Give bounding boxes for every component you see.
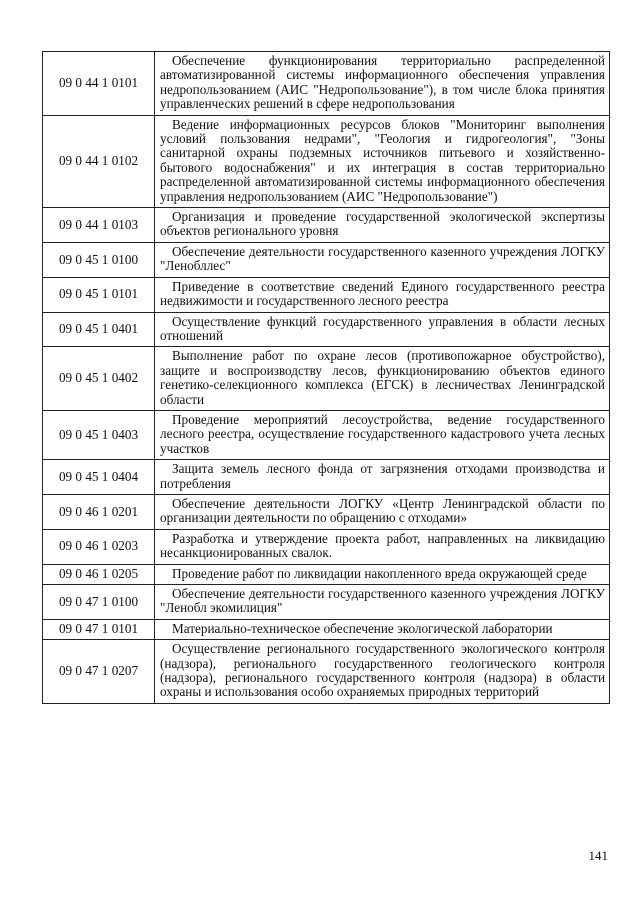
table-row bbox=[43, 52, 610, 116]
budget-code-cell: 09 0 47 1 0100 bbox=[43, 585, 155, 620]
description-cell: Защита земель лесного фонда от загрязнения отходами производства и потребления bbox=[155, 460, 610, 495]
budget-code-cell: 09 0 45 1 0403 bbox=[43, 410, 155, 459]
table-row bbox=[43, 564, 610, 584]
budget-code-cell: 09 0 44 1 0103 bbox=[43, 208, 155, 243]
description-cell: Осуществление регионального государственного экологического контроля (надзора), регионального государственного геологического контроля (надзора), регионального государственного контроля (надзора) в области охраны и использования особо охраняемых природных территорий bbox=[155, 640, 610, 704]
budget-code-cell: 09 0 46 1 0205 bbox=[43, 564, 155, 584]
table-row bbox=[43, 494, 610, 529]
budget-code-cell: 09 0 45 1 0404 bbox=[43, 460, 155, 495]
description-cell: Разработка и утверждение проекта работ, направленных на ликвидацию несанкционированных свалок. bbox=[155, 529, 610, 564]
budget-code-cell: 09 0 47 1 0101 bbox=[43, 619, 155, 639]
description-cell: Материально-техническое обеспечение экологической лаборатории bbox=[155, 619, 610, 639]
budget-code-cell: 09 0 45 1 0101 bbox=[43, 277, 155, 312]
budget-code-cell: 09 0 45 1 0401 bbox=[43, 312, 155, 347]
table-row bbox=[43, 585, 610, 620]
table-row bbox=[43, 529, 610, 564]
page-number: 141 bbox=[588, 848, 608, 863]
table-row bbox=[43, 640, 610, 704]
description-cell: Выполнение работ по охране лесов (противопожарное обустройство), защите и воспроизводству лесов, функционированию объектов единого генетико-селекционного комплекса (ЕГСК) в лесничествах Ленинградской области bbox=[155, 347, 610, 411]
budget-code-cell: 09 0 46 1 0201 bbox=[43, 494, 155, 529]
budget-code-cell: 09 0 44 1 0102 bbox=[43, 115, 155, 207]
description-cell: Ведение информационных ресурсов блоков "Мониторинг выполнения условий пользования недрами", "Геология и гидрогеология", "Зоны санитарной охраны подземных источников питьевого и хозяйственно-бытового водоснабжения" и их интеграция в состав территориально распределенной автоматизированной системы информационного обеспечения управления недропользованием (АИС "Недропользование") bbox=[155, 115, 610, 207]
table-row bbox=[43, 410, 610, 459]
description-cell: Обеспечение деятельности государственного казенного учреждения ЛОГКУ "Ленобллес" bbox=[155, 242, 610, 277]
description-cell: Проведение работ по ликвидации накопленного вреда окружающей среде bbox=[155, 564, 610, 584]
table-row bbox=[43, 619, 610, 639]
description-cell: Обеспечение деятельности государственного казенного учреждения ЛОГКУ "Ленобл экомилиция" bbox=[155, 585, 610, 620]
table-row bbox=[43, 460, 610, 495]
description-cell: Приведение в соответствие сведений Единого государственного реестра недвижимости и государственного лесного реестра bbox=[155, 277, 610, 312]
table-row bbox=[43, 115, 610, 207]
description-cell: Обеспечение деятельности ЛОГКУ «Центр Ленинградской области по организации деятельности по обращению с отходами» bbox=[155, 494, 610, 529]
budget-code-cell: 09 0 47 1 0207 bbox=[43, 640, 155, 704]
description-cell: Обеспечение функционирования территориально распределенной автоматизированной системы информационного обеспечения управления недропользованием (АИС "Недропользование"), в том числе блока принятия управленческих решений в сфере недропользования bbox=[155, 52, 610, 116]
budget-code-cell: 09 0 44 1 0101 bbox=[43, 52, 155, 116]
description-cell: Осуществление функций государственного управления в области лесных отношений bbox=[155, 312, 610, 347]
table-row bbox=[43, 312, 610, 347]
budget-code-cell: 09 0 45 1 0402 bbox=[43, 347, 155, 411]
table-row bbox=[43, 242, 610, 277]
budget-code-cell: 09 0 46 1 0203 bbox=[43, 529, 155, 564]
description-cell: Организация и проведение государственной экологической экспертизы объектов регионального уровня bbox=[155, 208, 610, 243]
table-row bbox=[43, 277, 610, 312]
description-cell: Проведение мероприятий лесоустройства, ведение государственного лесного реестра, осуществление государственного кадастрового учета лесных участков bbox=[155, 410, 610, 459]
table-body bbox=[43, 52, 610, 704]
budget-code-cell: 09 0 45 1 0100 bbox=[43, 242, 155, 277]
budget-code-table bbox=[42, 51, 610, 704]
table-row bbox=[43, 208, 610, 243]
table-row bbox=[43, 347, 610, 411]
